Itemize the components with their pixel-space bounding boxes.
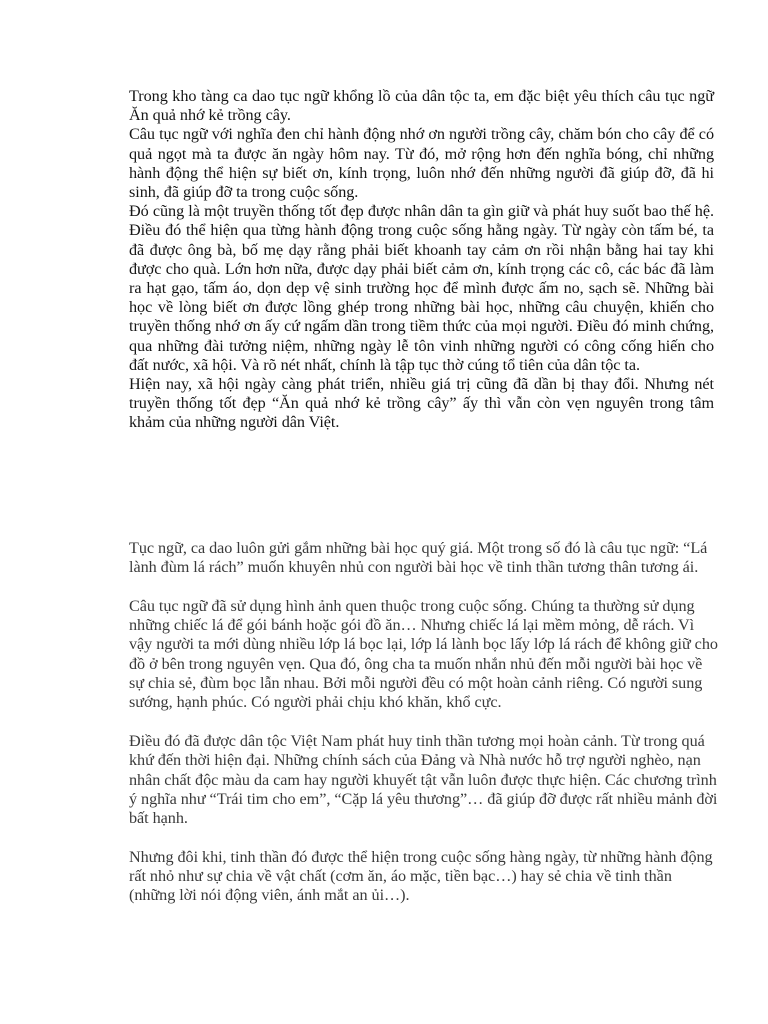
essay1-paragraph-1: Trong kho tàng ca dao tục ngữ khổng lồ của dân tộc ta, em đặc biệt yêu thích câu tục ngữ Ăn quả nhớ kẻ trồng cây. [129,87,714,125]
essay2-paragraph-3: Điều đó đã được dân tộc Việt Nam phát huy tinh thần tương mọi hoàn cảnh. Từ trong quá khứ đến thời hiện đại. Những chính sách của Đảng và Nhà nước hỗ trợ người nghèo, nạn nhân chất độc màu da cam hay người khuyết tật vẫn luôn được thực hiện. Các chương trình ý nghĩa như “Trái tim cho em”, “Cặp lá yêu thương”… đã giúp đỡ được rất nhiều mảnh đời bất hạnh. [129,731,718,828]
essay1-paragraph-2: Câu tục ngữ với nghĩa đen chỉ hành động nhớ ơn người trồng cây, chăm bón cho cây để có quả ngọt mà ta được ăn ngày hôm nay. Từ đó, mở rộng hơn đến nghĩa bóng, chỉ những hành động thể hiện sự biết ơn, kính trọng, luôn nhớ đến những người đã giúp đỡ, đã hi sinh, đã giúp đỡ ta trong cuộc sống. [129,125,714,202]
essay-la-lanh-dum-la-rach [129,539,719,925]
essay1-paragraph-4: Hiện nay, xã hội ngày càng phát triển, nhiều giá trị cũng đã dần bị thay đổi. Nhưng nét truyền thống tốt đẹp “Ăn quả nhớ kẻ trồng cây” ấy thì vẫn còn vẹn nguyên trong tâm khảm của những người dân Việt. [129,375,714,432]
essay2-paragraph-4: Nhưng đôi khi, tinh thần đó được thể hiện trong cuộc sống hàng ngày, từ những hành động rất nhỏ như sự chia về vật chất (cơm ăn, áo mặc, tiền bạc…) hay sẻ chia về tinh thần (những lời nói động viên, ánh mắt an ủi…). [129,847,713,905]
essay1-paragraph-3: Đó cũng là một truyền thống tốt đẹp được nhân dân ta gìn giữ và phát huy suốt bao thế hệ. Điều đó thể hiện qua từng hành động trong cuộc sống hằng ngày. Từ ngày còn tấm bé, ta đã được ông bà, bố mẹ dạy rằng phải biết khoanh tay cảm ơn rồi nhận bằng hai tay khi được cho quà. Lớn hơn nữa, được dạy phải biết cảm ơn, kính trọng các cô, các bác đã làm ra hạt gạo, tấm áo, dọn dẹp vệ sinh trường học để mình được ấm no, sạch sẽ. Những bài học về lòng biết ơn được lồng ghép trong những bài học, những câu chuyện, khiến cho truyền thống nhớ ơn ấy cứ ngấm dần trong tiềm thức của mọi người. Điều đó minh chứng, qua những đài tưởng niệm, những ngày lễ tôn vinh những người có công cống hiến cho đất nước, xã hội. Và rõ nét nhất, chính là tập tục thờ cúng tổ tiên của dân tộc ta. [129,202,714,374]
essay2-paragraph-2: Câu tục ngữ đã sử dụng hình ảnh quen thuộc trong cuộc sống. Chúng ta thường sử dụng những chiếc lá để gói bánh hoặc gói đồ ăn… Nhưng chiếc lá lại mềm mỏng, dễ rách. Vì vậy người ta mới dùng nhiều lớp lá bọc lại, lớp lá lành bọc lấy lớp lá rách để không giữ cho đồ ở bên trong nguyên vẹn. Qua đó, ông cha ta muốn nhắn nhủ đến mỗi người bài học về sự chia sẻ, đùm bọc lẫn nhau. Bởi mỗi người đều có một hoàn cảnh riêng. Có người sung sướng, hạnh phúc. Có người phải chịu khó khăn, khổ cực. [129,596,718,712]
essay-an-qua-nho-ke-trong-cay [129,87,714,433]
essay2-paragraph-1: Tục ngữ, ca dao luôn gửi gắm những bài học quý giá. Một trong số đó là câu tục ngữ: “Lá lành đùm lá rách” muốn khuyên nhủ con người bài học về tinh thần tương thân tương ái. [129,539,708,577]
